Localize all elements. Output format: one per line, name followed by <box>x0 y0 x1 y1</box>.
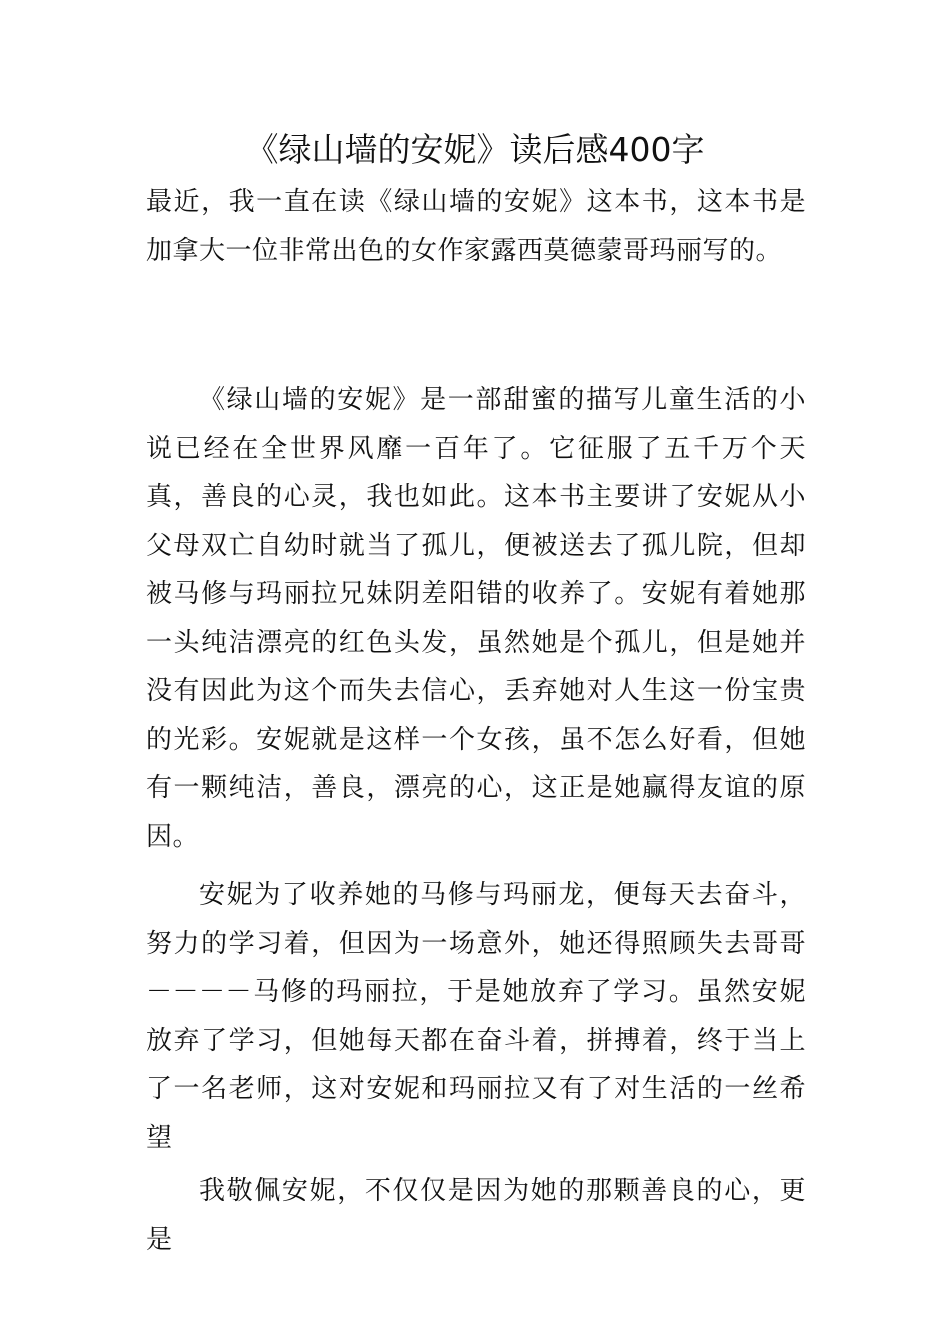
paragraph-intro: 最近，我一直在读《绿山墙的安妮》这本书，这本书是加拿大一位非常出色的女作家露西莫德蒙哥玛丽写的。 <box>146 187 806 266</box>
paragraph-admiration: 我敬佩安妮，不仅仅是因为她的那颗善良的心，更是 <box>146 1176 806 1255</box>
paragraph-struggle: 安妮为了收养她的马修与玛丽龙，便每天去奋斗，努力的学习着，但因为一场意外，她还得照顾失去哥哥－－－－马修的玛丽拉，于是她放弃了学习。虽然安妮放弃了学习，但她每天都在奋斗着，拼搏着，终于当上了一名老师，这对安妮和玛丽拉又有了对生活的一丝希望 <box>146 880 806 1153</box>
paragraph-summary: 《绿山墙的安妮》是一部甜蜜的描写儿童生活的小说已经在全世界风靡一百年了。它征服了五千万个天真，善良的心灵，我也如此。这本书主要讲了安妮从小父母双亡自幼时就当了孤儿，便被送去了孤儿院，但却被马修与玛丽拉兄妹阴差阳错的收养了。安妮有着她那一头纯洁漂亮的红色头发，虽然她是个孤儿，但是她并没有因此为这个而失去信心，丢弃她对人生这一份宝贵的光彩。安妮就是这样一个女孩，虽不怎么好看，但她有一颗纯洁，善良，漂亮的心，这正是她赢得友谊的原因。 <box>146 385 806 852</box>
document-title: 《绿山墙的安妮》读后感400字 <box>245 130 705 169</box>
